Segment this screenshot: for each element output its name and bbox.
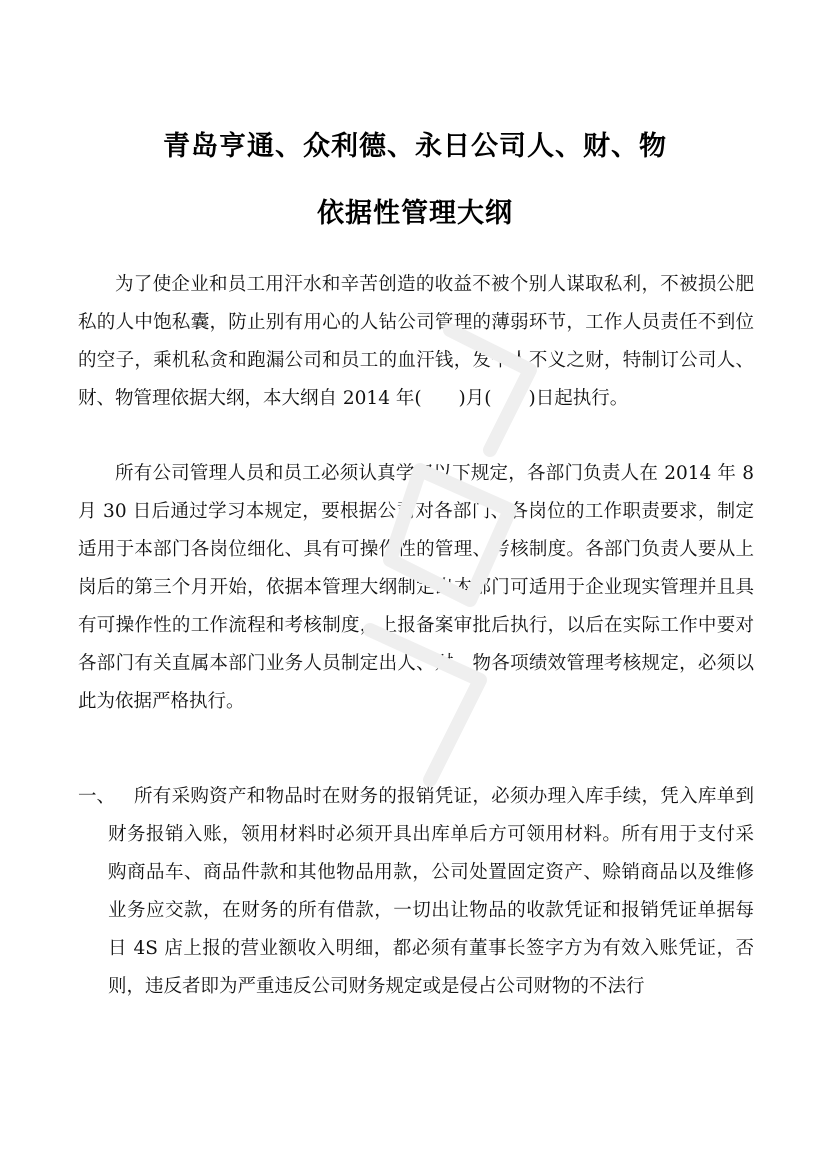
numbered-item — [78, 778, 754, 1006]
intro-paragraph: 为了使企业和员工用汗水和辛苦创造的收益不被个别人谋取私利，不被损公肥私的人中饱私囊，防止别有用心的人钻公司管理的薄弱环节，工作人员责任不到位的空子，乘机私贪和跑漏公司和员工的血汗钱，发个人不义之财，特制订公司人、财、物管理依据大纲，本大纲自 2014 年( )月( )日起执行。 — [78, 274, 754, 409]
item-text: 所有采购资产和物品时在财务的报销凭证，必须办理入库手续，凭入库单到财务报销入账，领用材料时必须开具出库单后方可领用材料。所有用于支付采购商品车、商品件款和其他物品用款，公司处置固定资产、赊销商品以及维修业务应交款，在财务的所有借款，一切出让物品的收款凭证和报销凭证单据每日 4S 店上报的营业额收入明细，都必须有董事长签字方为有效入账凭证，否则，违反者即为严重违反公司财务规定或是侵占公司财物的不法行 — [108, 786, 754, 997]
requirements-paragraph: 所有公司管理人员和员工必须认真学习以下规定，各部门负责人在 2014 年 8 月 30 日后通过学习本规定，要根据公司对各部门、各岗位的工作职责要求，制定适用于本部门各岗位细化、具有可操作性的管理、考核制度。各部门负责人要从上岗后的第三个月开始，依据本管理大纲制定出本部门可适用于企业现实管理并且具有可操作性的工作流程和考核制度，上报备案审批后执行，以后在实际工作中要对各部门有关直属本部门业务人员制定出人、财、物各项绩效管理考核规定，必须以此为依据严格执行。 — [78, 463, 754, 712]
document-title-line-1: 青岛亨通、众利德、永日公司人、财、物 — [163, 131, 667, 162]
document-title-line-2: 依据性管理大纲 — [317, 198, 513, 229]
item-number: 一、 — [78, 786, 116, 807]
